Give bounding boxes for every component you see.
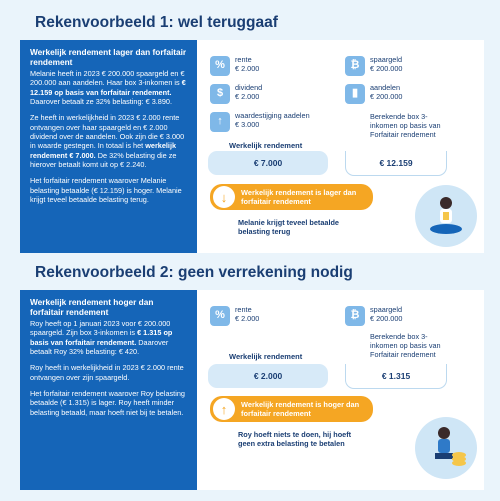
example1-illustration: [415, 185, 477, 247]
example2-title: Werkelijk rendement hoger dan forfaitair rendement: [30, 297, 154, 317]
example2-paragraph3: Het forfaitair rendement waarover Roy belasting betaalde (€ 1.315) is lager. Roy heeft minder belasting betaald, maar hoeft niet bij te betalen.: [30, 388, 185, 417]
example1-explanation: [20, 40, 197, 253]
percent-icon: %: [210, 56, 230, 76]
example2-actual-value: € 2.000: [208, 364, 328, 388]
example1-item-waardestijging: ↑ waardestijging aadelen € 3.000: [210, 112, 310, 132]
example1-result-pill: ↓ Werkelijk rendement is lager dan forfaitair rendement: [210, 184, 373, 210]
example2-note: Roy hoeft niets te doen, hij hoeft geen extra belasting te betalen: [238, 430, 352, 449]
example1-note: Melanie krijgt teveel betaalde belasting terug: [238, 218, 339, 237]
example1-heading: Rekenvoorbeeld 1: wel teruggaaf: [35, 14, 278, 31]
example2-explanation: [20, 290, 197, 490]
example1-computed-label: Berekende box 3-inkomen op basis van Forfaitair rendement: [370, 112, 441, 140]
example1-paragraph1: Melanie heeft in 2023 € 200.000 spaargeld en € 200.000 aan aandelen. Haar box 3-inkomen is € 12.159 op basis van forfaitair rendement. Daarover betaalt ze 32% belasting: € 3.890.: [30, 68, 186, 106]
example1-item-rente: % rente € 2.000: [210, 56, 259, 76]
coins-icon: $: [210, 84, 230, 104]
percent-icon: %: [210, 306, 230, 326]
example2-computed-value: € 1.315: [345, 364, 447, 389]
example1-item-dividend: $ dividend € 2.000: [210, 84, 262, 104]
example1-actual-label: Werkelijk rendement: [229, 141, 303, 150]
example2-heading: Rekenvoorbeeld 2: geen verrekening nodig: [35, 264, 353, 281]
example1-card: [20, 40, 484, 253]
example1-computed-value: € 12.159: [345, 151, 447, 176]
example2-paragraph2: Roy heeft in werkelijkheid in 2023 € 2.000 rente ontvangen over zijn spaargeld.: [30, 363, 184, 382]
example2-computed-label: Berekende box 3-inkomen op basis van Forfaitair rendement: [370, 332, 441, 360]
arrow-up-icon: ↑: [210, 112, 230, 132]
example1-title: Werkelijk rendement lager dan forfaitair rendement: [30, 47, 187, 67]
example1-paragraph3: Het forfaitair rendement waarover Melanie belasting betaalde (€ 12.159) is hoger. Melanie krijgt teveel betaalde belasting terug.: [30, 176, 182, 204]
piggy-bank-icon: ₿: [345, 306, 365, 326]
example2-card: [20, 290, 484, 490]
example2-result-pill: ↑ Werkelijk rendement is hoger dan forfaitair rendement: [210, 396, 373, 422]
chart-icon: ▮: [345, 84, 365, 104]
example1-paragraph2: Ze heeft in werkelijkheid in 2023 € 2.000 rente ontvangen over haar spaargeld en € 2.000 dividend over de aandelen. Ook zijn die € 3.000 in waarde gestegen. In totaal is het werkelijk rendement € 7.000. De 32% belasting die ze hierover betaalt komt uit op € 2.240.: [30, 113, 185, 169]
example1-actual-value: € 7.000: [208, 151, 328, 175]
example2-item-spaargeld: ₿ spaargeld € 200.000: [345, 306, 402, 326]
example2-illustration: [415, 417, 477, 479]
example2-paragraph1: Roy heeft op 1 januari 2023 voor € 200.000 spaargeld. Zijn box 3-inkomen is € 1.315 op basis van forfaitair rendement. Daarover betaalt Roy 32% belasting: € 420.: [30, 318, 173, 356]
arrow-up-icon: ↑: [213, 398, 235, 420]
example2-item-rente: % rente € 2.000: [210, 306, 259, 326]
example1-item-aandelen: ▮ aandelen € 200.000: [345, 84, 402, 104]
piggy-bank-icon: ₿: [345, 56, 365, 76]
example2-actual-label: Werkelijk rendement: [229, 352, 303, 361]
arrow-down-icon: ↓: [213, 186, 235, 208]
example1-item-spaargeld: ₿ spaargeld € 200.000: [345, 56, 402, 76]
